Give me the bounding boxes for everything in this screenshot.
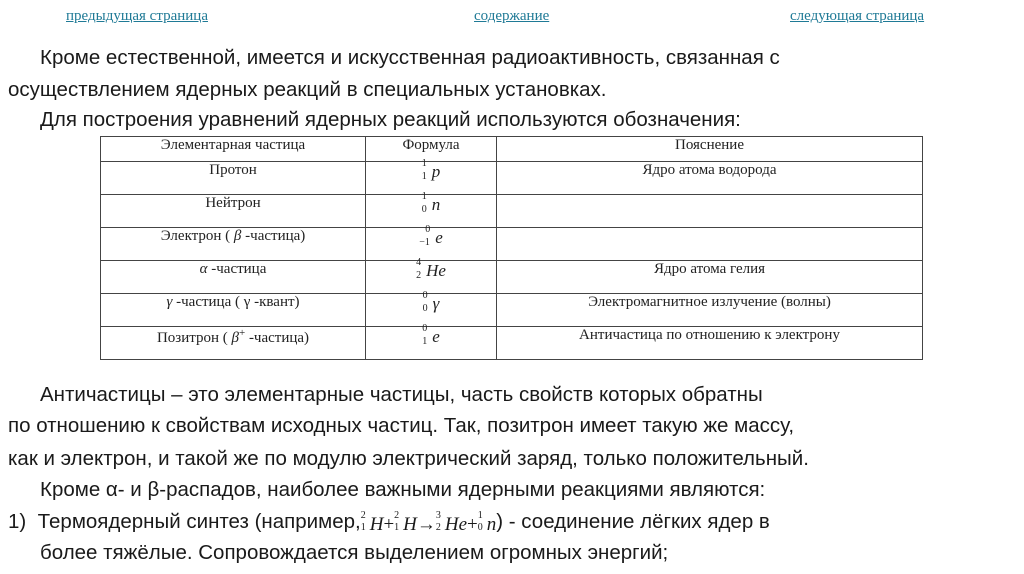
particle-description: Ядро атома гелия xyxy=(497,261,923,294)
particle-description xyxy=(497,195,923,228)
particle-name: Электрон ( β -частица) xyxy=(101,228,366,261)
intro-line-1: Кроме естественной, имеется и искусственная радиоактивность, связанная с xyxy=(40,46,780,69)
particle-formula: 1 1 p xyxy=(366,162,497,195)
particle-name: γ -частица ( γ -квант) xyxy=(101,294,366,327)
particle-name: Позитрон ( β+ -частица) xyxy=(101,327,366,360)
table-row xyxy=(101,162,923,195)
antiparticle-line-2: по отношению к свойствам исходных частиц. Так, позитрон имеет такую же массу, xyxy=(8,414,795,437)
table-row xyxy=(101,294,923,327)
particle-name: Протон xyxy=(101,162,366,195)
fusion-reaction-formula: 2 1 H+ 2 1 H→ 3 2 He+ 1 0 n xyxy=(360,510,497,535)
particle-formula: 0 0 γ xyxy=(366,294,497,327)
particle-formula: 1 0 n xyxy=(366,195,497,228)
intro-line-3: Для построения уравнений ядерных реакций используются обозначения: xyxy=(40,108,741,131)
particle-name: α -частица xyxy=(101,261,366,294)
header-particle: Элементарная частица xyxy=(101,137,366,162)
particle-formula: 4 2 He xyxy=(366,261,497,294)
table-row xyxy=(101,261,923,294)
particle-description xyxy=(497,228,923,261)
particle-description: Электромагнитное излучение (волны) xyxy=(497,294,923,327)
list-item-text-end: ) - соединение лёгких ядер в xyxy=(496,510,770,533)
list-item-number: 1) xyxy=(8,510,27,533)
table-header-row xyxy=(101,137,923,162)
particle-formula: 0 −1 e xyxy=(366,228,497,261)
particle-description: Античастица по отношению к электрону xyxy=(497,327,923,360)
intro-line-2: осуществлением ядерных реакций в специальных установках. xyxy=(8,78,607,101)
list-item-text-start: Термоядерный синтез (например, xyxy=(37,510,361,533)
next-page-link[interactable]: следующая страница xyxy=(790,8,925,24)
header-explanation: Пояснение xyxy=(497,137,923,162)
particle-formula: 0 1 e xyxy=(366,327,497,360)
table-row xyxy=(101,327,923,360)
header-formula: Формула xyxy=(366,137,497,162)
table-row xyxy=(101,228,923,261)
table-row xyxy=(101,195,923,228)
list-item-continuation: более тяжёлые. Сопровождается выделением огромных энергий; xyxy=(40,541,669,564)
list-item xyxy=(8,510,770,537)
prev-page-link[interactable]: предыдущая страница xyxy=(66,8,208,24)
particle-name: Нейтрон xyxy=(101,195,366,228)
particle-table xyxy=(100,136,923,360)
particle-description: Ядро атома водорода xyxy=(497,162,923,195)
antiparticle-line-3: как и электрон, и такой же по модулю электрический заряд, только положительный. xyxy=(8,447,809,470)
contents-link[interactable]: содержание xyxy=(474,8,550,24)
antiparticle-line-1: Античастицы – это элементарные частицы, часть свойств которых обратны xyxy=(40,383,763,406)
decay-line: Кроме α- и β-распадов, наиболее важными ядерными реакциями являются: xyxy=(40,478,766,501)
